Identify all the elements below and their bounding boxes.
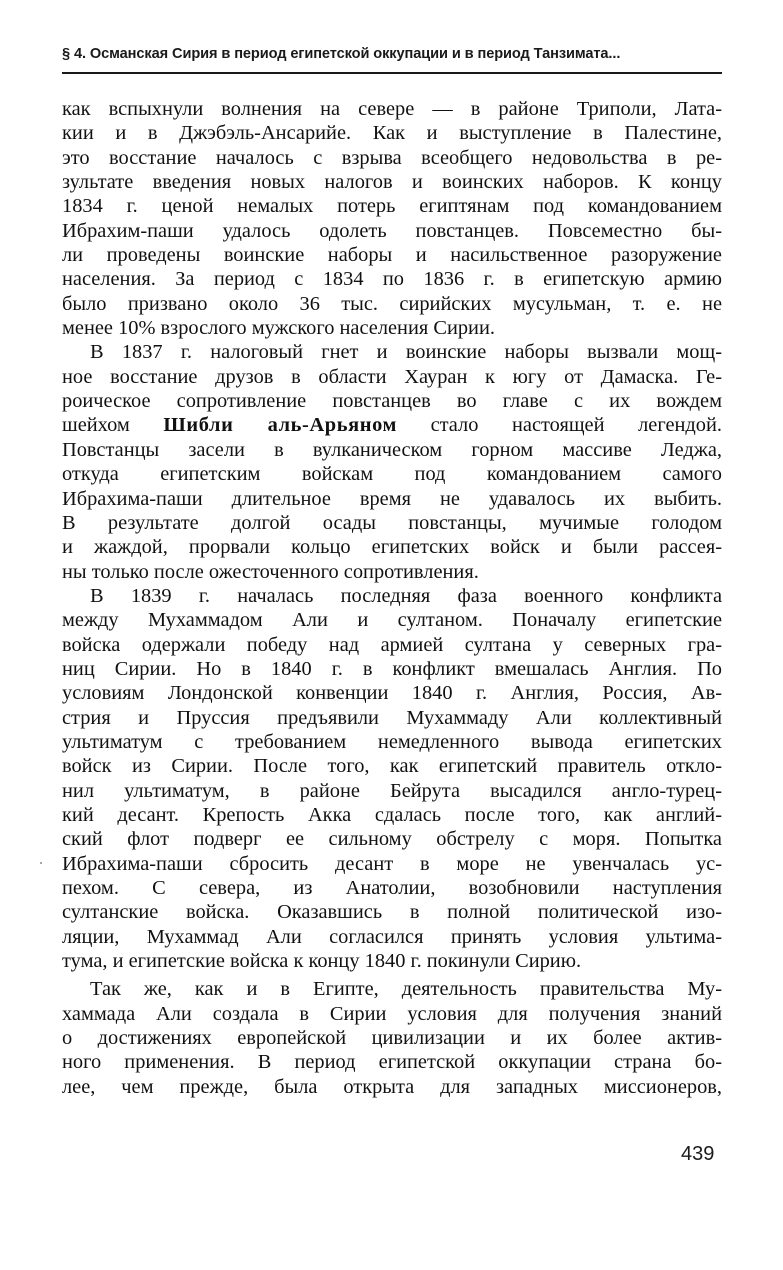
emphasized-name: Шибли аль-Арьяном — [163, 414, 397, 437]
paragraph — [62, 340, 722, 583]
text-line: зультате введения новых налогов и воинских наборов. К концу — [62, 171, 722, 194]
text-line: условиям Лондонской конвенции 1840 г. Англия, Россия, Ав- — [62, 682, 722, 705]
text-line: ного применения. В период египетской оккупации страна бо- — [62, 1051, 722, 1074]
text-line: 1834 г. ценой немалых потерь египтянам под командованием — [62, 195, 722, 218]
text-line: ский флот подверг ее сильному обстрелу с моря. Попытка — [62, 828, 722, 851]
text-line: менее 10% взрослого мужского населения Сирии. — [62, 317, 495, 340]
scan-speck — [40, 862, 42, 864]
text-line: было призвано около 36 тыс. сирийских мусульман, т. е. не — [62, 292, 722, 315]
text-line: между Мухаммадом Али и султаном. Поначалу египетские — [62, 609, 722, 632]
text-line: ное восстание друзов в области Хауран к югу от Дамаска. Ге- — [62, 365, 722, 388]
text-line: кий десант. Крепость Акка сдалась после того, как англий- — [62, 803, 722, 826]
text-line: В результате долгой осады повстанцы, мучимые голодом — [62, 511, 722, 534]
text-line: тума, и египетские войска к концу 1840 г. покинули Сирию. — [62, 950, 582, 973]
text-line: Повстанцы засели в вулканическом горном массиве Леджа, — [62, 438, 722, 461]
page-number: 439 — [681, 1143, 715, 1165]
text-line: роическое сопротивление повстанцев во главе с их вождем — [62, 390, 722, 413]
text-line: Ибрахим-паши удалось одолеть повстанцев. Повсеместно бы- — [62, 219, 722, 242]
text-line: Ибрахима-паши длительное время не удавалось их выбить. — [62, 487, 722, 510]
text-line: ли проведены воинские наборы и насильственное разоружение — [62, 244, 722, 267]
text-line: султанские войска. Оказавшись в полной политической изо- — [62, 901, 722, 924]
body-text — [62, 97, 722, 1099]
text-line: Ибрахима-паши сбросить десант в море не увенчалась ус- — [62, 852, 722, 875]
text-line: шейхом Шибли аль-Арьяном стало настоящей легендой. — [62, 414, 722, 437]
running-header: § 4. Османская Сирия в период египетской оккупации и в период Танзимата... — [62, 46, 621, 62]
text-line: о достижениях европейской цивилизации и их более актив- — [62, 1027, 722, 1050]
paragraph — [62, 97, 722, 340]
text-line: В 1837 г. налоговый гнет и воинские наборы вызвали мощ- — [90, 341, 722, 364]
text-line: ультиматум с требованием немедленного вывода египетских — [62, 730, 722, 753]
paragraph — [62, 584, 722, 974]
paragraph — [62, 977, 722, 1099]
header-rule — [62, 72, 722, 74]
text-line: стрия и Пруссия предъявили Мухаммаду Али коллективный — [62, 706, 722, 729]
text-line: войска одержали победу над армией султана у северных гра- — [62, 633, 722, 656]
text-line: Так же, как и в Египте, деятельность правительства Му- — [90, 978, 722, 1001]
text-line: пехом. С севера, из Анатолии, возобновили наступления — [62, 877, 722, 899]
text-line: населения. За период с 1834 по 1836 г. в египетскую армию — [62, 268, 722, 291]
text-line: как вспыхнули волнения на севере — в районе Триполи, Лата- — [62, 98, 722, 120]
text-line: ниц Сирии. Но в 1840 г. в конфликт вмешалась Англия. По — [62, 657, 722, 680]
text-line: откуда египетским войскам под командованием самого — [62, 463, 722, 486]
text-line: лее, чем прежде, была открыта для западных миссионеров, — [62, 1075, 722, 1098]
text-line: кии и в Джэбэль-Ансарийе. Как и выступление в Палестине, — [62, 122, 722, 145]
text-line: ляции, Мухаммад Али согласился принять условия ультима- — [62, 925, 722, 948]
text-line: хаммада Али создала в Сирии условия для получения знаний — [62, 1002, 722, 1025]
text-line: ны только после ожесточенного сопротивления. — [62, 560, 479, 583]
text-line: В 1839 г. началась последняя фаза военного конфликта — [90, 584, 722, 607]
text-line: это восстание началось с взрыва всеобщего недовольства в ре- — [62, 146, 722, 169]
text-line: и жаждой, прорвали кольцо египетских войск и были рассея- — [62, 536, 722, 559]
text-line: нил ультиматум, в районе Бейрута высадился англо-турец- — [62, 779, 722, 802]
text-line: войск из Сирии. После того, как египетский правитель откло- — [62, 755, 722, 778]
